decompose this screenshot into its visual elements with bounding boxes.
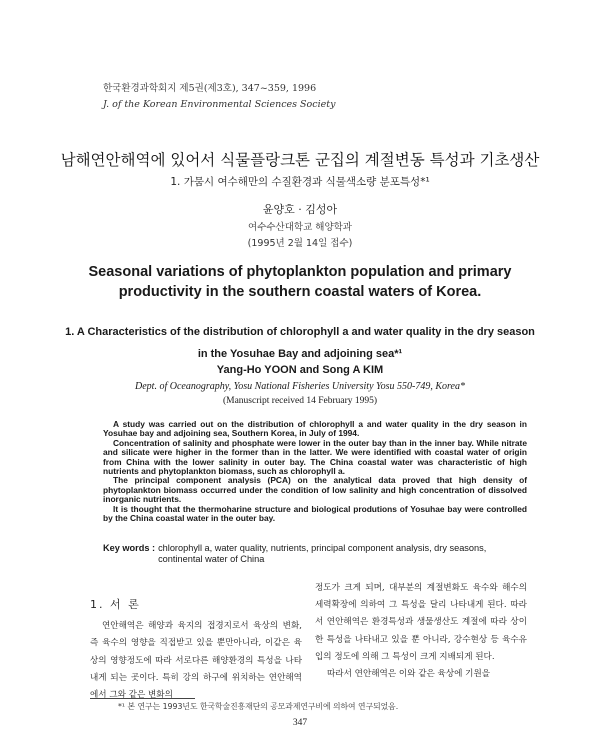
- korean-received-date: (1995년 2월 14일 접수): [247, 238, 353, 249]
- abstract-paragraph: The principal component analysis (PCA) on the analytical data proved that high density of phytoplankton biomass occurred under the condition of low salinity and high concentration of dissolved inorganic nutrients.: [103, 475, 527, 505]
- keywords: [103, 543, 527, 565]
- korean-subtitle: 1. 가뭄시 여수해만의 수질환경과 식물색소량 분포특성*¹: [170, 176, 430, 188]
- english-title: Seasonal variations of phytoplankton population and primary productivity in the southern coastal waters of Korea.: [88, 264, 512, 300]
- korean-authors: 윤양호 · 김성아: [262, 203, 338, 216]
- journal-citation-korean: 한국환경과학회지 제5권(제3호), 347~359, 1996: [103, 83, 317, 94]
- footnote-divider: [90, 698, 195, 699]
- section-heading-introduction: 1. 서 론: [90, 598, 141, 611]
- intro-right-column: [315, 580, 527, 683]
- english-subtitle: 1. A Characteristics of the distribution of chlorophyll a and water quality in the dry season in the Yosuhae Bay and adjoining sea*¹: [65, 326, 535, 360]
- abstract-paragraph: Concentration of salinity and phosphate were lower in the outer bay than in the inner bay. While nitrate and silicate were higher in the former than in the latter. We were identified with coastal water of origin from China with the lower salinity in outer bay. The China coastal water was characteristic of high nutrients and phytoplankton biomass, such as chlorophyll a.: [103, 437, 527, 477]
- journal-citation-english: J. of the Korean Environmental Sciences Society: [103, 99, 336, 110]
- intro-left-column: [90, 596, 302, 704]
- page-number: 347: [292, 718, 308, 728]
- abstract-paragraph: A study was carried out on the distribution of chlorophyll a and water quality in the dry season in Yosuhae bay and adjoining sea, Southern Korea, in July of 1994.: [103, 419, 527, 439]
- english-authors: Yang-Ho YOON and Song A KIM: [216, 364, 384, 376]
- footnote: *¹ 본 연구는 1993년도 한국학술진흥재단의 공모과제연구비에 의하여 연구되었음.: [118, 702, 399, 711]
- english-received-date: (Manuscript received 14 February 1995): [222, 396, 378, 406]
- body-paragraph: 따라서 연안해역은 이와 같은 육상에 기원을: [327, 669, 491, 680]
- keywords-text: chlorophyll a, water quality, nutrients, principal component analysis, dry seasons, continental water of China: [158, 543, 487, 564]
- keywords-label: Key words :: [103, 543, 156, 553]
- abstract: [103, 420, 527, 523]
- body-paragraph: 정도가 크게 되며, 대부분의 계절변화도 육수와 해수의 세력확장에 의하여 그 특성을 달리 나타내게 된다. 따라서 연안해역은 환경특성과 생물생산도 계절에 따라 상이한 특성을 나타내고 있을 뿐 아니라, 강수현상 등 육수유입의 정도에 의해 그 특성이 크게 지배되게 된다.: [315, 583, 527, 662]
- body-paragraph: 연안해역은 해양과 육지의 접경지로서 육상의 변화, 즉 육수의 영향을 직접받고 있을 뿐만아니라, 이같은 육상의 영향정도에 따라 서로다른 해양환경의 특성을 나타내게 되는 곳이다. 특히 강의 하구에 위치하는 연안해역에서 그와 같은 변화의: [90, 621, 302, 701]
- english-affiliation: Dept. of Oceanography, Yosu National Fisheries University Yosu 550-749, Korea*: [135, 381, 465, 392]
- korean-title: 남해연안해역에 있어서 식물플랑크톤 군집의 계절변동 특성과 기초생산: [60, 151, 540, 169]
- abstract-paragraph: It is thought that the thermoharine structure and biological produtions of Yosuhae bay were controlled by the China coastal water in the outer bay.: [103, 503, 527, 524]
- korean-affiliation: 여수수산대학교 해양학과: [248, 222, 352, 233]
